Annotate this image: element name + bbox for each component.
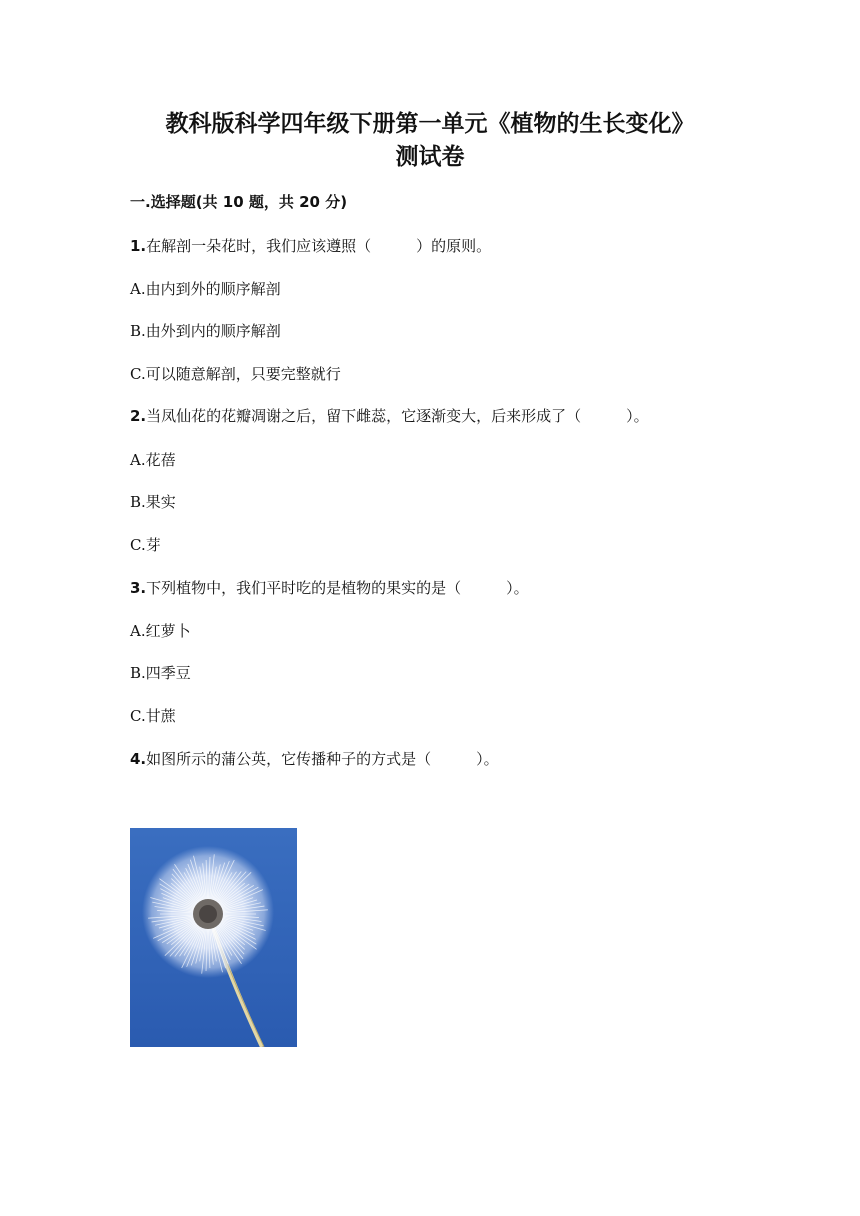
question-number: 3. <box>130 579 147 597</box>
question-number: 1. <box>130 237 147 255</box>
option-2b: B.果实 <box>130 493 176 511</box>
question-text: 当凤仙花的花瓣凋谢之后，留下雌蕊，它逐渐变大，后来形成了（ ）。 <box>146 407 649 425</box>
option-3b: B.四季豆 <box>130 664 191 682</box>
option-1b: B.由外到内的顺序解剖 <box>130 322 281 340</box>
question-text: 下列植物中，我们平时吃的是植物的果实的是（ ）。 <box>146 579 529 597</box>
option-2a: A.花蓓 <box>130 451 176 469</box>
question-number: 4. <box>130 750 147 768</box>
question-2 <box>130 406 649 426</box>
section-heading: 一.选择题(共 10 题，共 20 分) <box>130 193 348 211</box>
page-title-line1: 教科版科学四年级下册第一单元《植物的生长变化》 <box>165 111 695 137</box>
option-1c: C.可以随意解剖，只要完整就行 <box>130 365 341 383</box>
page-title-line2: 测试卷 <box>395 144 465 170</box>
question-1 <box>130 236 491 256</box>
option-1a: A.由内到外的顺序解剖 <box>130 280 281 298</box>
question-number: 2. <box>130 407 147 425</box>
option-3c: C.甘蔗 <box>130 707 176 725</box>
dandelion-photo <box>130 828 297 1047</box>
option-3a: A.红萝卜 <box>130 622 191 640</box>
question-3 <box>130 578 529 598</box>
option-2c: C.芽 <box>130 536 161 554</box>
question-text: 如图所示的蒲公英，它传播种子的方式是（ ）。 <box>146 750 499 768</box>
question-4 <box>130 749 499 769</box>
question-text: 在解剖一朵花时，我们应该遵照（ ）的原则。 <box>146 237 492 255</box>
